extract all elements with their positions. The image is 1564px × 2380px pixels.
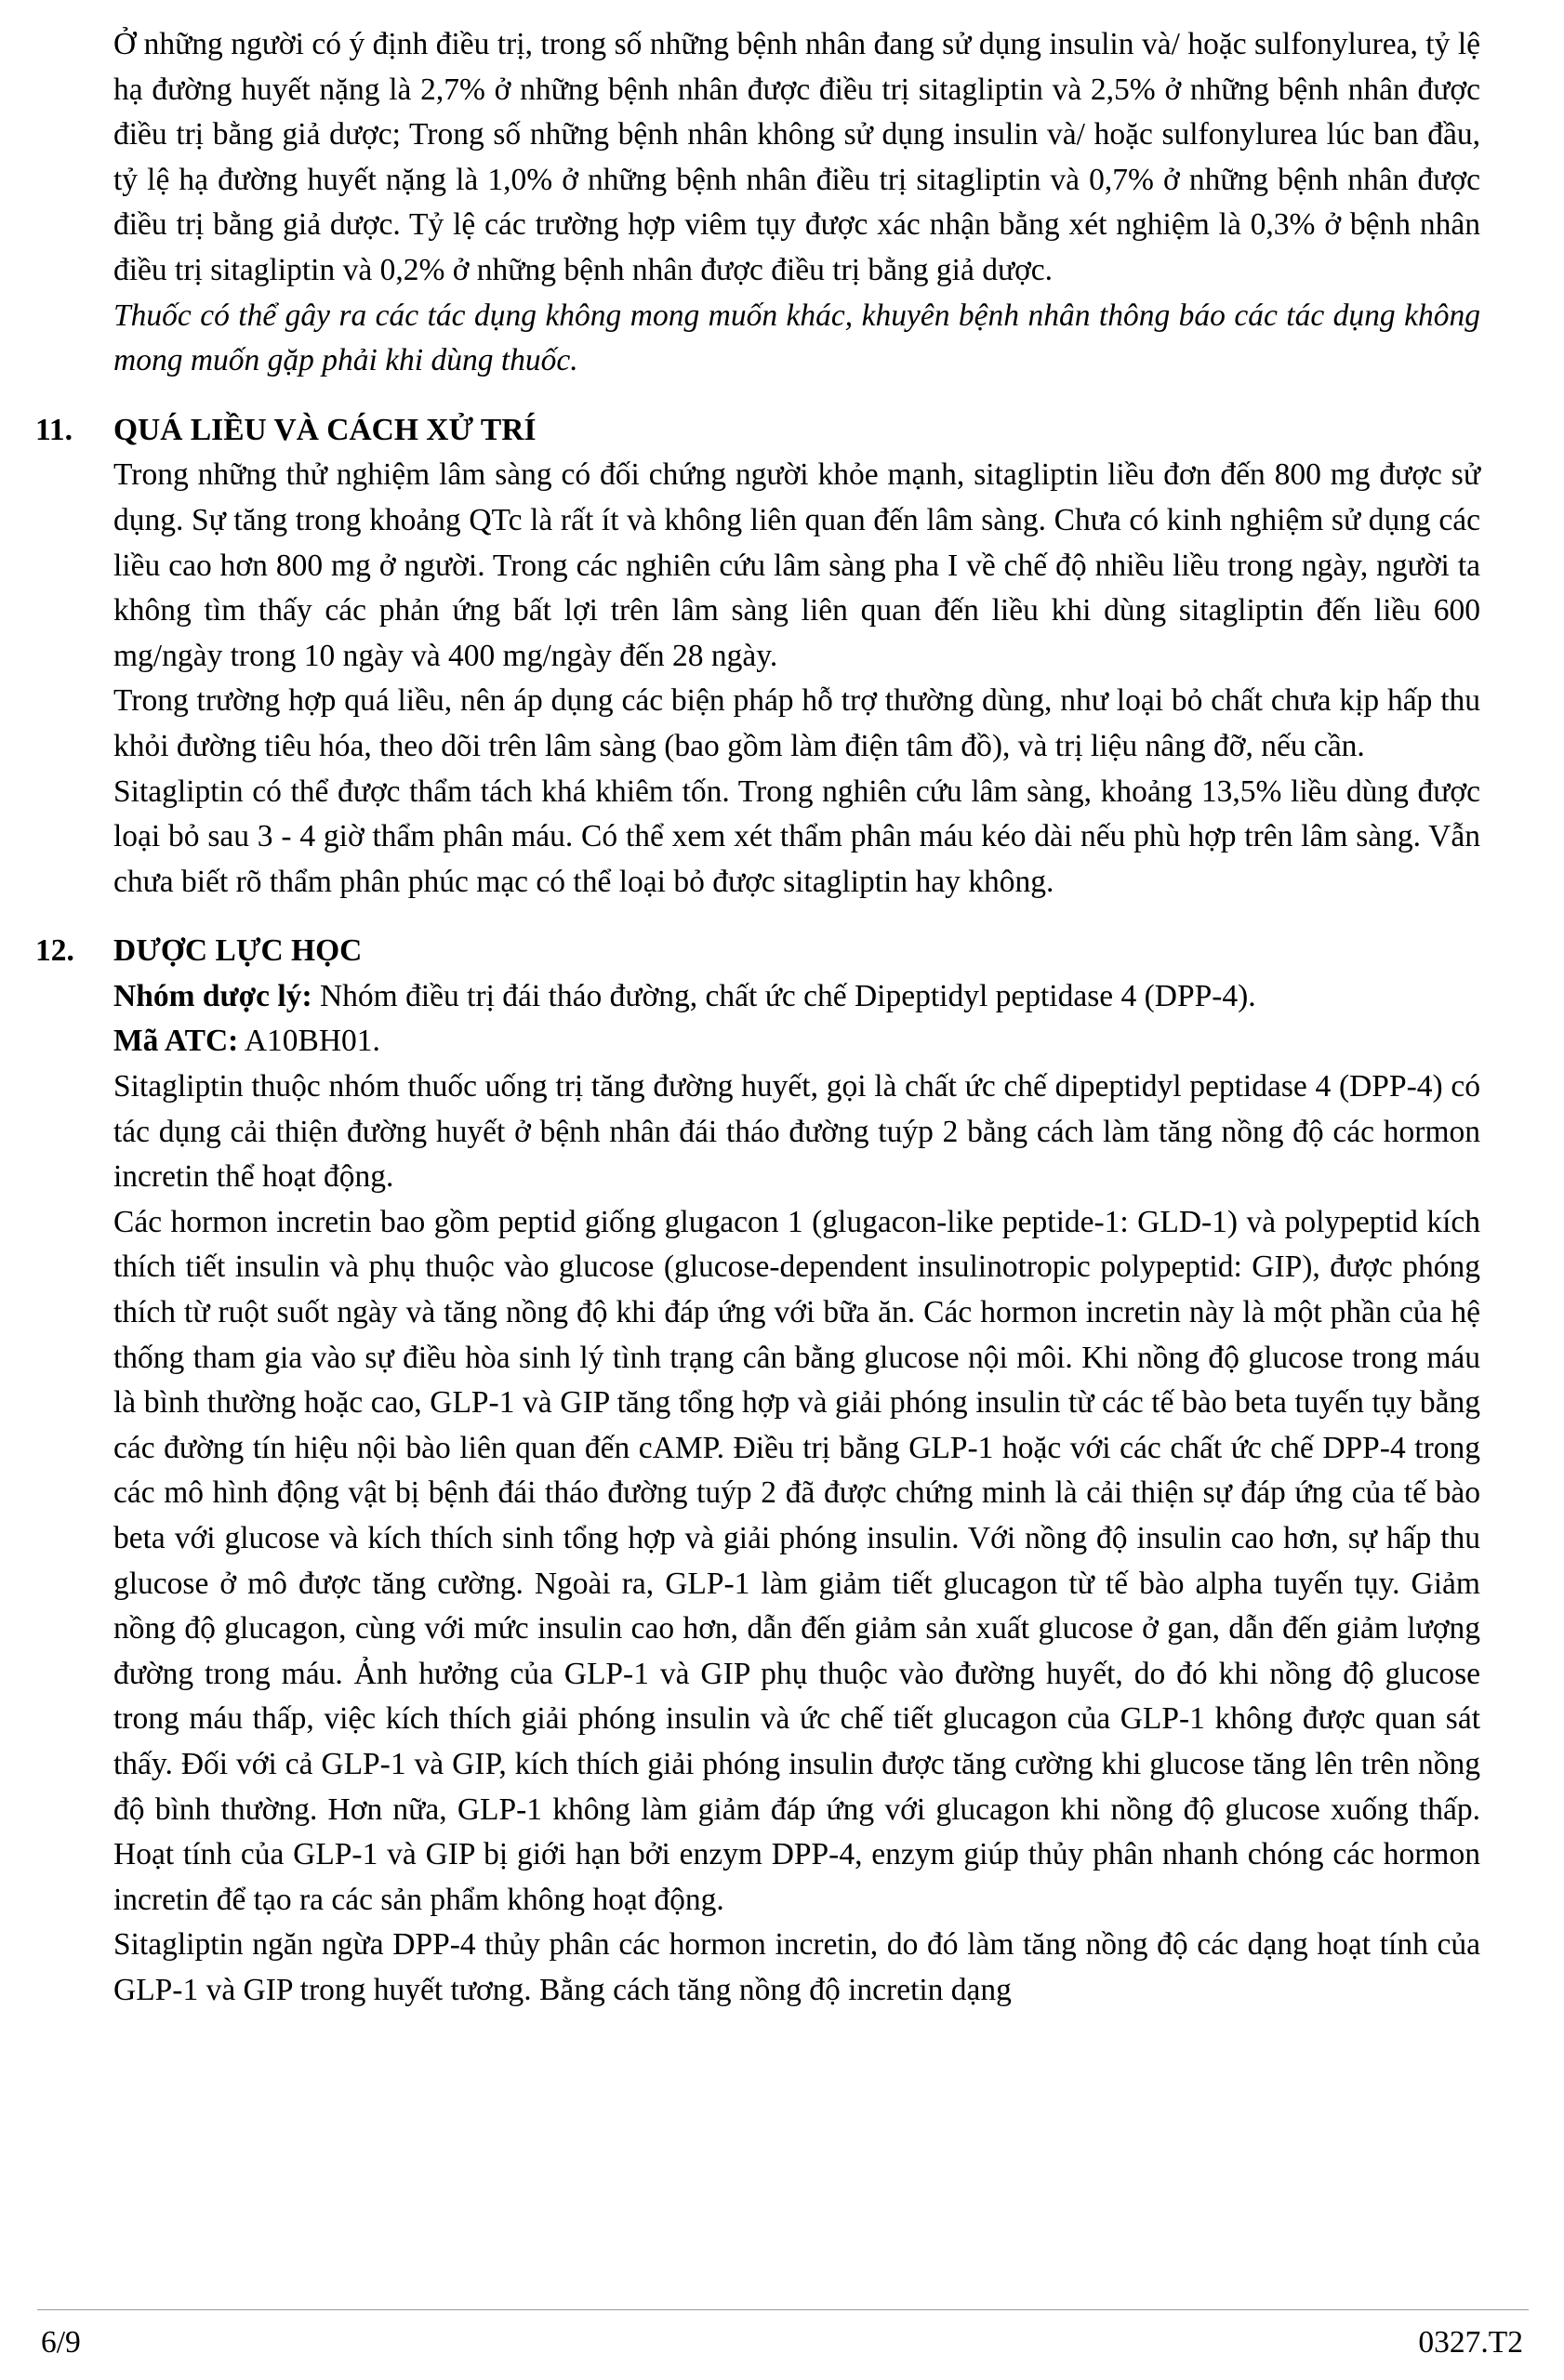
section-title: DƯỢC LỰC HỌC [113, 933, 363, 969]
overdose-paragraph-1: Trong những thử nghiệm lâm sàng có đối chứng người khỏe mạnh, sitagliptin liều đơn đến 800 mg được sử dụng. Sự tăng trong khoảng QTc là rất ít và không liên quan đến lâm sàng. Chưa có kinh nghiệm sử dụng các liều cao hơn 800 mg ở người. Trong các nghiên cứu lâm sàng pha I về chế độ nhiều liều trong ngày, người ta không tìm thấy các phản ứng bất lợi trên lâm sàng liên quan đến liều khi dùng sitagliptin đến liều 600 mg/ngày trong 10 ngày và 400 mg/ngày đến 28 ngày. [113, 457, 1480, 673]
atc-code-label: Mã ATC: [113, 1024, 239, 1059]
atc-code [113, 1019, 1480, 1064]
pharmacodynamics-paragraph-3: Sitagliptin ngăn ngừa DPP-4 thủy phân các hormon incretin, do đó làm tăng nồng độ các dạng hoạt tính của GLP-1 và GIP trong huyết tương. Bằng cách tăng nồng độ incretin dạng [113, 1927, 1480, 2007]
intro-paragraph: Ở những người có ý định điều trị, trong số những bệnh nhân đang sử dụng insulin và/ hoặc sulfonylurea, tỷ lệ hạ đường huyết nặng là 2,7% ở những bệnh nhân được điều trị sitagliptin và 2,5% ở những bệnh nhân được điều trị bằng giả dược; Trong số những bệnh nhân không sử dụng insulin và/ hoặc sulfonylurea lúc ban đầu, tỷ lệ hạ đường huyết nặng là 1,0% ở những bệnh nhân điều trị sitagliptin và 0,7% ở những bệnh nhân được điều trị bằng giả dược. Tỷ lệ các trường hợp viêm tụy được xác nhận bằng xét nghiệm là 0,3% ở bệnh nhân điều trị sitagliptin và 0,2% ở những bệnh nhân được điều trị bằng giả dược. [113, 27, 1480, 287]
document-code: 0327.T2 [1418, 2325, 1523, 2360]
footer-divider [37, 2309, 1529, 2310]
section-overdose [35, 408, 1480, 906]
atc-code-value: A10BH01. [238, 1024, 380, 1059]
pharmacologic-group-label: Nhóm dược lý: [113, 978, 312, 1013]
overdose-paragraph-3: Sitagliptin có thể được thẩm tách khá khiêm tốn. Trong nghiên cứu lâm sàng, khoảng 13,5% liều dùng được loại bỏ sau 3 - 4 giờ thẩm phân máu. Có thể xem xét thẩm phân máu kéo dài nếu phù hợp trên lâm sàng. Vẫn chưa biết rõ thẩm phân phúc mạc có thể loại bỏ được sitagliptin hay không. [113, 774, 1480, 899]
section-number: 11. [35, 412, 73, 447]
section-title: QUÁ LIỀU VÀ CÁCH XỬ TRÍ [113, 412, 537, 447]
section-number: 12. [35, 933, 74, 969]
page-number: 6/9 [41, 2325, 81, 2360]
section-pharmacodynamics [35, 929, 1480, 2013]
adverse-effects-note: Thuốc có thể gây ra các tác dụng không mong muốn khác, khuyên bệnh nhân thông báo các tác dụng không mong muốn gặp phải khi dùng thuốc. [113, 298, 1480, 378]
pharmacologic-group [113, 974, 1480, 1020]
pharmacodynamics-paragraph-2: Các hormon incretin bao gồm peptid giống glugacon 1 (glugacon-like peptide-1: GLD-1) và polypeptid kích thích tiết insulin và phụ thuộc vào glucose (glucose-dependent insulinotropic polypeptid: GIP), được phóng thích từ ruột suốt ngày và tăng nồng độ khi đáp ứng với bữa ăn. Các hormon incretin này là một phần của hệ thống tham gia vào sự điều hòa sinh lý tình trạng cân bằng glucose nội môi. Khi nồng độ glucose trong máu là bình thường hoặc cao, GLP-1 và GIP tăng tổng hợp và giải phóng insulin từ các tế bào beta tuyến tụy bằng các đường tín hiệu nội bào liên quan đến cAMP. Điều trị bằng GLP-1 hoặc với các chất ức chế DPP-4 trong các mô hình động vật bị bệnh đái tháo đường tuýp 2 đã được chứng minh là cải thiện sự đáp ứng của tế bào beta với glucose và kích thích sinh tổng hợp và giải phóng insulin. Với nồng độ insulin cao hơn, sự hấp thu glucose ở mô được tăng cường. Ngoài ra, GLP-1 làm giảm tiết glucagon từ tế bào alpha tuyến tụy. Giảm nồng độ glucagon, cùng với mức insulin cao hơn, dẫn đến giảm sản xuất glucose ở gan, dẫn đến giảm lượng đường trong máu. Ảnh hưởng của GLP-1 và GIP phụ thuộc vào đường huyết, do đó khi nồng độ glucose trong máu thấp, việc kích thích giải phóng insulin và ức chế tiết glucagon của GLP-1 không được quan sát thấy. Đối với cả GLP-1 và GIP, kích thích giải phóng insulin được tăng cường khi glucose tăng lên trên nồng độ bình thường. Hơn nữa, GLP-1 không làm giảm đáp ứng với glucagon khi nồng độ glucose xuống thấp. Hoạt tính của GLP-1 và GIP bị giới hạn bởi enzym DPP-4, enzym giúp thủy phân nhanh chóng các hormon incretin để tạo ra các sản phẩm không hoạt động. [113, 1204, 1480, 1917]
pharmacodynamics-paragraph-1: Sitagliptin thuộc nhóm thuốc uống trị tăng đường huyết, gọi là chất ức chế dipeptidyl peptidase 4 (DPP-4) có tác dụng cải thiện đường huyết ở bệnh nhân đái tháo đường tuýp 2 bằng cách làm tăng nồng độ các hormon incretin thể hoạt động. [113, 1069, 1480, 1195]
pharmacologic-group-value: Nhóm điều trị đái tháo đường, chất ức chế Dipeptidyl peptidase 4 (DPP-4). [311, 978, 1256, 1013]
overdose-paragraph-2: Trong trường hợp quá liều, nên áp dụng các biện pháp hỗ trợ thường dùng, như loại bỏ chất chưa kịp hấp thu khỏi đường tiêu hóa, theo dõi trên lâm sàng (bao gồm làm điện tâm đồ), và trị liệu nâng đỡ, nếu cần. [113, 683, 1480, 763]
page-content [35, 22, 1480, 2014]
